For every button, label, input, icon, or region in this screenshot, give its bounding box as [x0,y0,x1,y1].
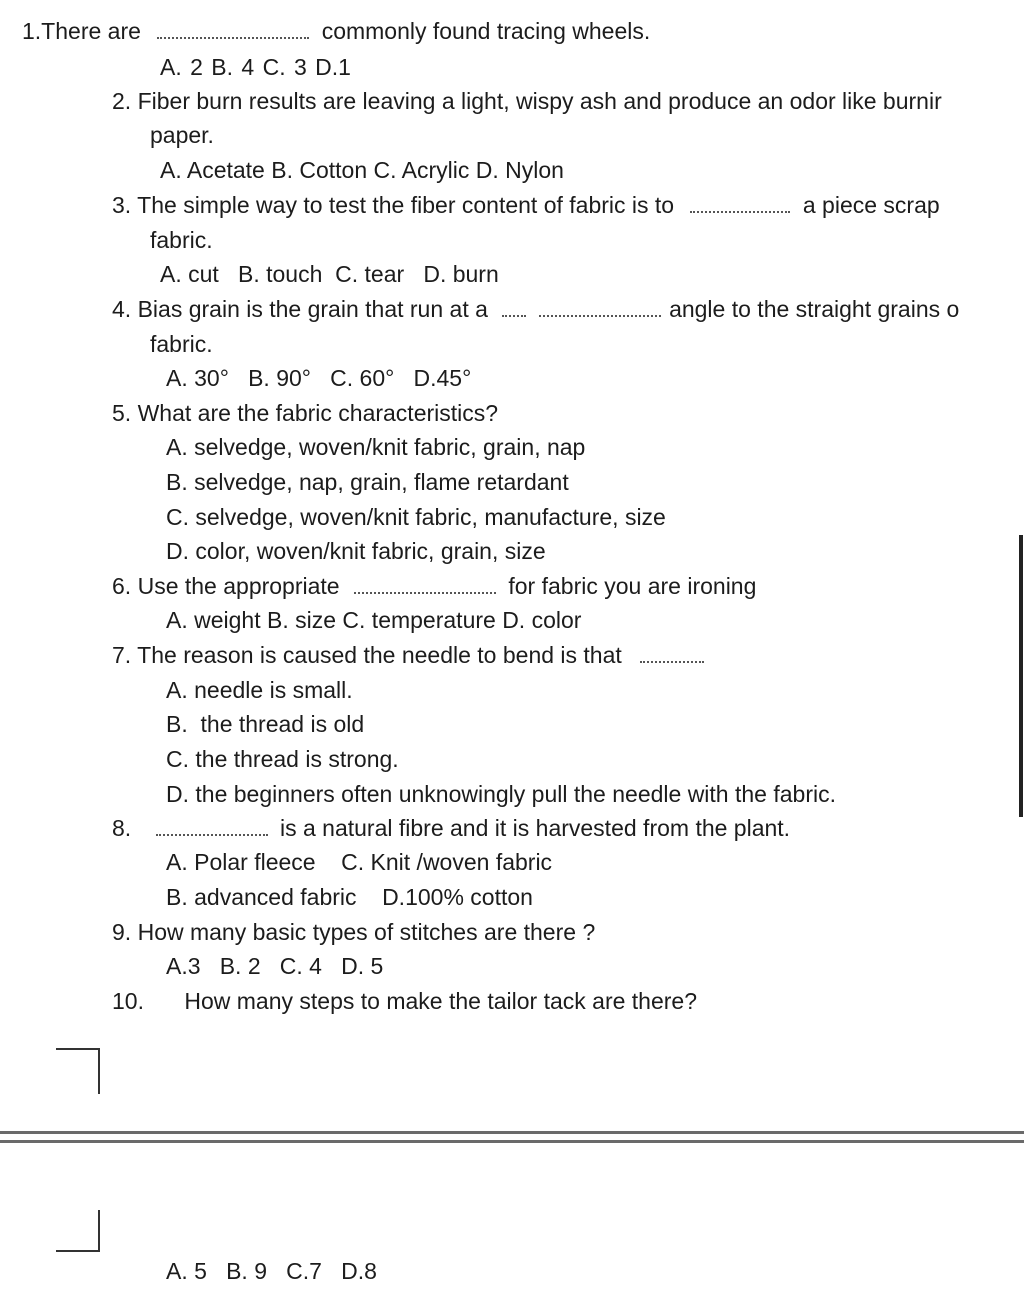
q7-option-d: D. the beginners often unknowingly pull the needle with the fabric. [166,781,836,807]
q4-text-cont: fabric. [150,331,213,357]
q7-option-c: C. the thread is strong. [166,746,399,772]
question-3 [112,190,940,220]
q2-text-cont: paper. [150,122,214,148]
q5-text: What are the fabric characteristics? [137,400,499,426]
question-4 [112,294,959,324]
q10-number: 10. [112,988,144,1014]
q5-option-b: B. selvedge, nap, grain, flame retardant [166,469,569,495]
q7-number: 7. [112,642,132,668]
q9-options: A.3 B. 2 C. 4 D. 5 [166,953,384,979]
crop-mark-bottom [56,1250,100,1252]
q8-text: is a natural fibre and it is harvested from the plant. [279,815,791,841]
q7-option-a: A. needle is small. [166,677,353,703]
page-edge-right [1019,535,1023,817]
q3-text-cont: fabric. [150,227,213,253]
q1-text: 1.There are [22,18,141,44]
question-9 [112,917,595,947]
q7-option-b: B. the thread is old [166,711,365,737]
q3-number: 3. [112,192,132,218]
question-2 [112,86,942,116]
q6-text-end: for fabric you are ironing [508,573,757,599]
q6-text: Use the appropriate [137,573,340,599]
answer-blank [640,643,704,663]
page-divider-top [0,1131,1024,1134]
q8-number: 8. [112,815,132,841]
q4-options: A. 30° B. 90° C. 60° D.45° [166,365,472,391]
crop-mark-top [56,1048,100,1050]
q4-text: Bias grain is the grain that run at a [137,296,488,322]
q7-text: The reason is caused the needle to bend is that [137,642,622,668]
q9-text: How many basic types of stitches are there ? [137,919,596,945]
answer-blank [539,297,661,317]
q10-options: A. 5 B. 9 C.7 D.8 [166,1258,377,1284]
q1-options: A. 2 B. 4 C. 3 D.1 [160,54,351,80]
question-7 [112,640,704,670]
q2-text: Fiber burn results are leaving a light, wispy ash and produce an odor like burnir [137,88,942,114]
q5-option-a: A. selvedge, woven/knit fabric, grain, nap [166,434,586,460]
crop-mark-bottom-vertical [98,1210,100,1252]
q3-text-end: a piece scrap [802,192,940,218]
answer-blank [354,574,496,594]
q6-number: 6. [112,573,132,599]
q4-number: 4. [112,296,132,322]
answer-blank [156,816,268,836]
q3-text: The simple way to test the fiber content of fabric is to [137,192,675,218]
q2-options: A. Acetate B. Cotton C. Acrylic D. Nylon [160,157,564,183]
crop-mark-top-vertical [98,1048,100,1094]
question-10 [112,986,697,1016]
answer-blank [502,297,526,317]
q9-number: 9. [112,919,132,945]
q3-options: A. cut B. touch C. tear D. burn [160,261,499,287]
answer-blank [690,193,790,213]
q5-option-c: C. selvedge, woven/knit fabric, manufacture, size [166,504,666,530]
q8-options-row2: B. advanced fabric D.100% cotton [166,884,533,910]
question-6 [112,571,756,601]
q2-number: 2. [112,88,132,114]
question-1 [22,16,650,46]
q8-options-row1: A. Polar fleece C. Knit /woven fabric [166,849,553,875]
question-8 [112,813,790,843]
q5-number: 5. [112,400,132,426]
answer-blank [157,19,309,39]
question-5 [112,398,498,428]
page-divider-bottom [0,1140,1024,1143]
q5-option-d: D. color, woven/knit fabric, grain, size [166,538,546,564]
q4-text-end: angle to the straight grains o [669,296,960,322]
q6-options: A. weight B. size C. temperature D. color [166,607,582,633]
q10-text: How many steps to make the tailor tack are there? [184,988,698,1014]
q1-text-end: commonly found tracing wheels. [321,18,651,44]
